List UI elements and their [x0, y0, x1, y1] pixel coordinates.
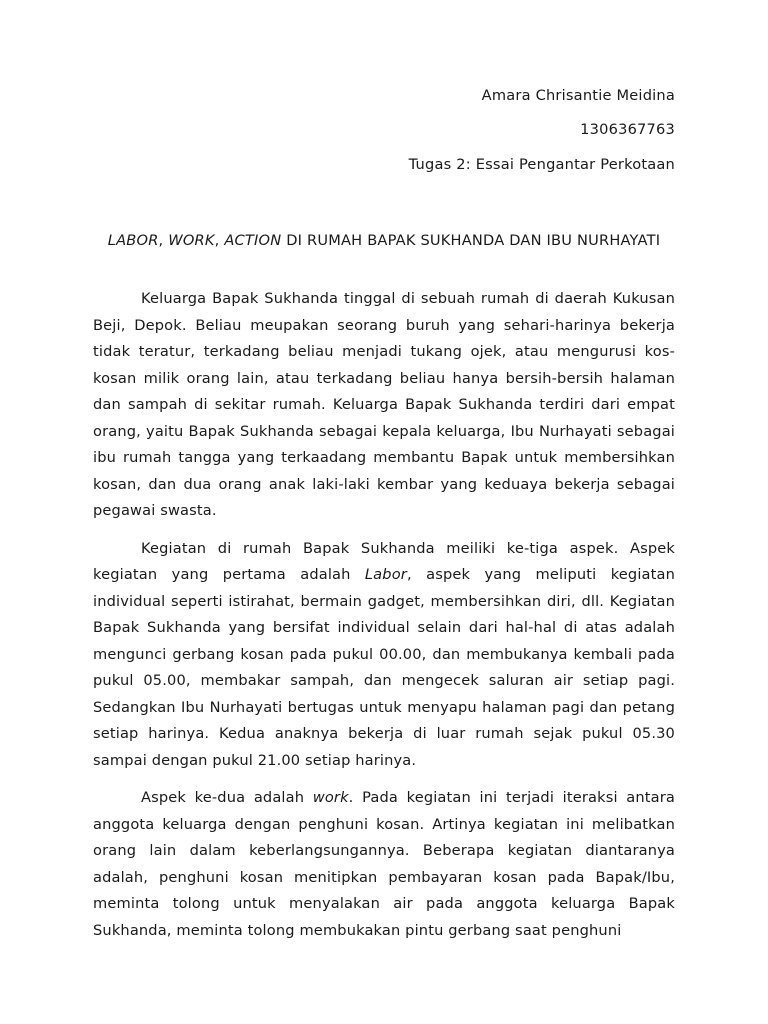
paragraph-3	[93, 785, 675, 944]
essay-title	[93, 228, 675, 255]
paragraph-2-text-b: , aspek yang meliputi kegiatan individual seperti istirahat, bermain gadget, membersihkan diri, dll. Kegiatan Bapak Sukhanda yang bersifat individual selain dari hal-hal di atas adalah mengunci gerbang kosan pada pukul 00.00, dan membukanya kembali pada pukul 05.00, membakar sampah, dan mengecek saluran air setiap pagi. Sedangkan Ibu Nurhayati bertugas untuk menyapu halaman pagi dan petang setiap harinya. Kedua anaknya bekerja di luar rumah sejak pukul 05.30 sampai dengan pukul 21.00 setiap harinya.	[93, 566, 675, 769]
title-work: WORK	[168, 232, 215, 249]
paragraph-2-emphasis: Labor	[364, 566, 407, 583]
title-sep-2: ,	[214, 232, 225, 249]
title-sep-1: ,	[158, 232, 169, 249]
paragraph-2-text-a: Kegiatan di rumah Bapak Sukhanda meiliki ke-tiga aspek. Aspek kegiatan yang pertama adalah	[93, 539, 675, 583]
assignment-title: Tugas 2: Essai Pengantar Perkotaan	[408, 156, 675, 173]
paragraph-1: Keluarga Bapak Sukhanda tinggal di sebuah rumah di daerah Kukusan Beji, Depok. Beliau meupakan seorang buruh yang sehari-harinya bekerja tidak teratur, terkadang beliau menjadi tukang ojek, atau mengurusi kos-kosan milik orang lain, atau terkadang beliau hanya bersih-bersih halaman dan sampah di sekitar rumah. Keluarga Bapak Sukhanda terdiri dari empat orang, yaitu Bapak Sukhanda sebagai kepala keluarga, Ibu Nurhayati sebagai ibu rumah tangga yang terkaadang membantu Bapak untuk membersihkan kosan, dan dua orang anak laki-laki kembar yang keduaya bekerja sebagai pegawai swasta.	[93, 290, 675, 519]
paragraph-3-text-b: . Pada kegiatan ini terjadi iteraksi antara anggota keluarga dengan penghuni kosan. Artinya kegiatan ini melibatkan orang lain dalam keberlangsungannya. Beberapa kegiatan diantaranya adalah, penghuni kosan menitipkan pembayaran kosan pada Bapak/Ibu, meminta tolong untuk menyalakan air pada anggota keluarga Bapak Sukhanda, meminta tolong membukakan pintu gerbang saat penghuni	[93, 789, 675, 939]
paragraph-3-text-a: Aspek ke-dua adalah	[141, 789, 313, 806]
paragraph-3-emphasis: work	[312, 789, 349, 806]
title-rest: DI RUMAH BAPAK SUKHANDA DAN IBU NURHAYATI	[281, 232, 661, 249]
author-name: Amara Chrisantie Meidina	[481, 87, 675, 104]
title-action: ACTION	[224, 232, 282, 249]
paragraph-2	[93, 536, 675, 775]
student-id: 1306367763	[580, 121, 675, 138]
title-labor: LABOR	[107, 232, 159, 249]
essay-body	[93, 286, 675, 955]
